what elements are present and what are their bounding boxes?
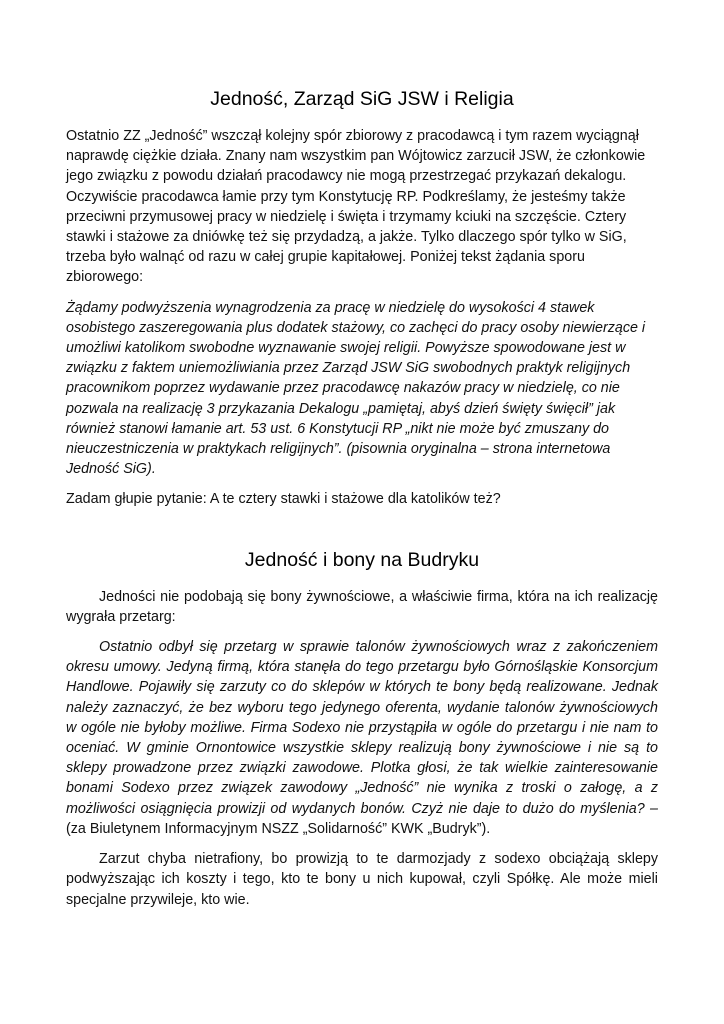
article-2-quote-text: Ostatnio odbył się przetarg w sprawie talonów żywnościowych wraz z zakończeniem okresu umowy. Jedyną firmą, która stanęła do tego przetargu było Górnośląskie Konsorcjum Handlowe. Pojawiły się zarzuty co do sklepów w których te bony będą realizowane. Jednak należy zaznaczyć, że bez wyboru tego jedynego oferenta, wydanie talonów żywnościowych w ogóle nie byłoby możliwe. Firma Sodexo nie przystąpiła w ogóle do przetargu i nie nam to oceniać. W gminie Ornontowice wszystkie sklepy realizują bony żywnościowe i nie są to sklepy prowadzone przez związki zawodowe. Plotka głosi, że tak wielkie zainteresowanie bonami Sodexo przez związek zawodowy „Jedność” nie wynika z troski o załogę, a z możliwości osiągnięcia prowizji od wydanych bonów. Czyż nie daje to dużo do myślenia? –: [66, 639, 658, 817]
article-2-closing: Zarzut chyba nietrafiony, bo prowizją to te darmozjady z sodexo obciążają sklepy podwyższając ich koszty i tego, kto te bony u nich kupował, czyli Spółkę. Ale może mieli specjalne przywileje, kto wie.: [66, 851, 658, 908]
article-2-quote: [66, 637, 658, 839]
article-1-quote: Żądamy podwyższenia wynagrodzenia za pracę w niedzielę do wysokości 4 stawek osobistego zaszeregowania plus dodatek stażowy, co zachęci do pracy osoby niewierzące i umożliwi katolikom swobodne wyznawanie swojej religii. Powyższe spowodowane jest w związku z faktem uniemożliwiania przez Zarząd JSW SiG swobodnych praktyk religijnych pracownikom poprzez wydawanie przez pracodawcę nakazów pracy w niedzielę, co nie pozwala na realizację 3 przykazania Dekalogu „pamiętaj, abyś dzień święty święcił” jak również stanowi łamanie art. 53 ust. 6 Konstytucji RP „nikt nie może być zmuszany do nieuczestniczenia w praktykach religijnych”. (pisownia oryginalna – strona internetowa Jedność SiG).: [66, 299, 646, 478]
article-2-title: Jedność i bony na Budryku: [244, 548, 480, 571]
article-2-quote-source: (za Biuletynem Informacyjnym NSZZ „Solidarność” KWK „Budryk”).: [66, 820, 491, 837]
article-2-intro: Jedności nie podobają się bony żywnościowe, a właściwie firma, która na ich realizację wygrała przetarg:: [66, 588, 658, 625]
article-1-closing: Zadam głupie pytanie: A te cztery stawki i stażowe dla katolików też?: [66, 491, 501, 508]
article-1-intro: Ostatnio ZZ „Jedność” wszczął kolejny spór zbiorowy z pracodawcą i tym razem wyciągnął naprawdę ciężkie działa. Znany nam wszystkim pan Wójtowicz zarzucił JSW, że członkowie jego związku z powodu działań pracodawcy nie mogą przestrzegać przykazań dekalogu. Oczywiście pracodawca łamie przy tym Konstytucję RP. Podkreślamy, że jesteśmy także przeciwni przymusowej pracy w niedzielę i święta i trzymamy kciuki na szczęście. Cztery stawki i stażowe za dniówkę też się przydadzą, a jakże. Tylko dlaczego spór tylko w SiG, trzeba było walnąć od razu w całej grupie kapitałowej. Poniżej tekst żądania sporu zbiorowego:: [66, 128, 646, 286]
article-1-title: Jedność, Zarząd SiG JSW i Religia: [210, 88, 514, 110]
